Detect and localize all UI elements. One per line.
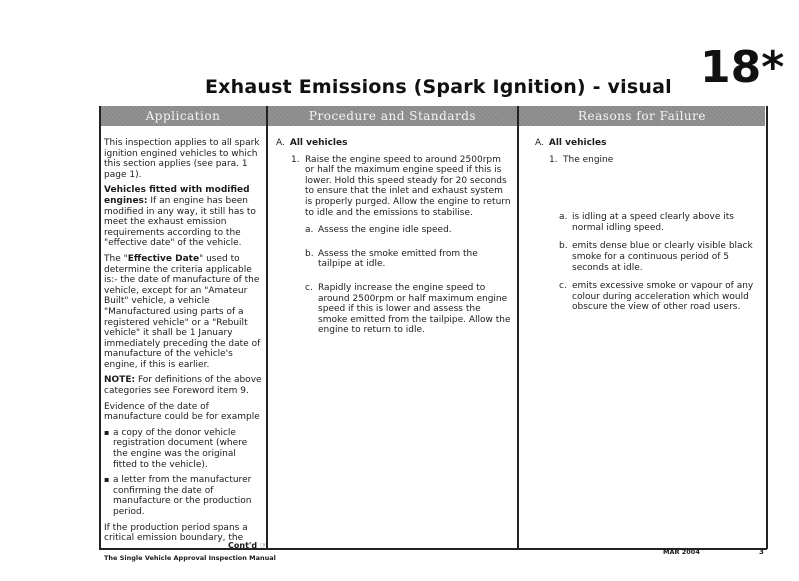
column-header-procedure: Procedure and Standards xyxy=(268,106,517,126)
modified-engines-text: If an engine has been modified in any way, it still has to meet the exhaust emission requirements according to the "effective date" of the vehicle. xyxy=(104,195,256,249)
note-label: NOTE: xyxy=(104,375,136,386)
footer-date: MAR 2004 xyxy=(663,548,700,556)
sub-item-label: b. xyxy=(559,241,568,252)
pointing-hand-icon: ☞ xyxy=(257,541,268,550)
reasons-section-letter: A. xyxy=(535,138,544,148)
modified-engines-heading: Vehicles fitted with modified engines: xyxy=(104,185,250,206)
sub-item-label: c. xyxy=(305,282,313,293)
procedure-sub-item xyxy=(305,225,512,236)
evidence-list xyxy=(104,428,262,518)
column-header-application: Application xyxy=(100,106,266,126)
procedure-sub-item xyxy=(305,249,512,270)
procedure-column xyxy=(276,138,512,349)
procedure-section-letter: A. xyxy=(276,138,285,148)
column-divider xyxy=(517,106,519,549)
sub-item-text: Rapidly increase the engine speed to around 2500rpm or half maximum engine speed if this is lower and assess the smoke emitted from the tailpipe. Allow the engine to return to idle. xyxy=(318,282,511,336)
evidence-intro: Evidence of the date of manufacture could be for example xyxy=(104,401,260,423)
footer-page-number: 3 xyxy=(759,548,764,556)
sub-item-text: emits dense blue or clearly visible black smoke for a continuous period of 5 seconds at idle. xyxy=(572,241,753,273)
sub-item-label: b. xyxy=(305,248,314,259)
column-divider xyxy=(266,106,268,549)
column-header-reasons: Reasons for Failure xyxy=(519,106,765,126)
footer-manual-title: The Single Vehicle Approval Inspection Manual xyxy=(104,554,276,562)
reasons-sub-list xyxy=(535,212,763,313)
continued-marker xyxy=(228,541,267,550)
procedure-section-title: All vehicles xyxy=(289,138,348,148)
sub-item-text: Assess the smoke emitted from the tailpipe at idle. xyxy=(318,248,478,270)
column-divider xyxy=(99,106,101,549)
reasons-item-number: 1. xyxy=(549,154,558,165)
continued-label: Cont'd xyxy=(228,541,258,550)
effective-date-prefix: The " xyxy=(104,253,128,264)
sub-item-text: Assess the engine idle speed. xyxy=(318,225,452,236)
production-period-text: If the production period spans a critical emission boundary, the xyxy=(104,522,248,544)
sub-item-label: a. xyxy=(559,212,568,223)
section-number: 18* xyxy=(700,42,785,93)
procedure-item-number: 1. xyxy=(291,154,300,165)
effective-date-text: " used to determine the criteria applicable is:- the date of manufacture of the vehicle, except for an "Amateur Built" vehicle, a vehicle "Manufactured using parts of a registered vehicle" or a "Rebuilt vehicle" it shall be 1 January immediately preceding the date of manufacture of the vehicle's engine, if this is earlier. xyxy=(104,253,261,370)
list-item: ▪ a letter from the manufacturer confirming the date of manufacture or the production period. xyxy=(104,475,262,517)
reasons-item xyxy=(549,155,763,166)
reasons-sub-item xyxy=(559,241,763,273)
sub-item-label: c. xyxy=(559,281,567,292)
sub-item-text: is idling at a speed clearly above its normal idling speed. xyxy=(572,212,734,233)
page-title: Exhaust Emissions (Spark Ignition) - visual xyxy=(205,76,672,98)
note-paragraph xyxy=(104,375,262,396)
effective-date-paragraph xyxy=(104,254,262,371)
effective-date-term: Effective Date xyxy=(127,253,200,264)
procedure-item xyxy=(291,155,512,219)
reasons-section-title: All vehicles xyxy=(548,138,607,148)
application-column xyxy=(104,138,262,549)
procedure-sub-item xyxy=(305,283,512,336)
reasons-sub-item xyxy=(559,281,763,313)
reasons-column xyxy=(535,138,763,321)
reasons-sub-item xyxy=(559,212,763,233)
list-item: ▪ a copy of the donor vehicle registration document (where the engine was the original fitted to the vehicle). xyxy=(104,428,262,470)
column-divider xyxy=(766,106,768,549)
procedure-item-text: Raise the engine speed to around 2500rpm or half the maximum engine speed if this is lower. Hold this speed steady for 20 seconds to ensure that the inlet and exhaust system is properly purged. Allow the engine to return to idle and the emissions to stabilise. xyxy=(305,154,511,218)
reasons-section-heading xyxy=(535,138,763,149)
modified-engines-paragraph xyxy=(104,185,262,249)
sub-item-label: a. xyxy=(305,225,314,236)
reasons-item-text: The engine xyxy=(563,154,614,165)
procedure-section-heading xyxy=(276,138,512,149)
sub-item-text: emits excessive smoke or vapour of any colour during acceleration which would obscure the view of other road users. xyxy=(572,281,754,313)
application-intro: This inspection applies to all spark ignition engined vehicles to which this section applies (see para. 1 page 1). xyxy=(104,138,260,180)
note-text: For definitions of the above categories see Foreword item 9. xyxy=(104,375,262,397)
